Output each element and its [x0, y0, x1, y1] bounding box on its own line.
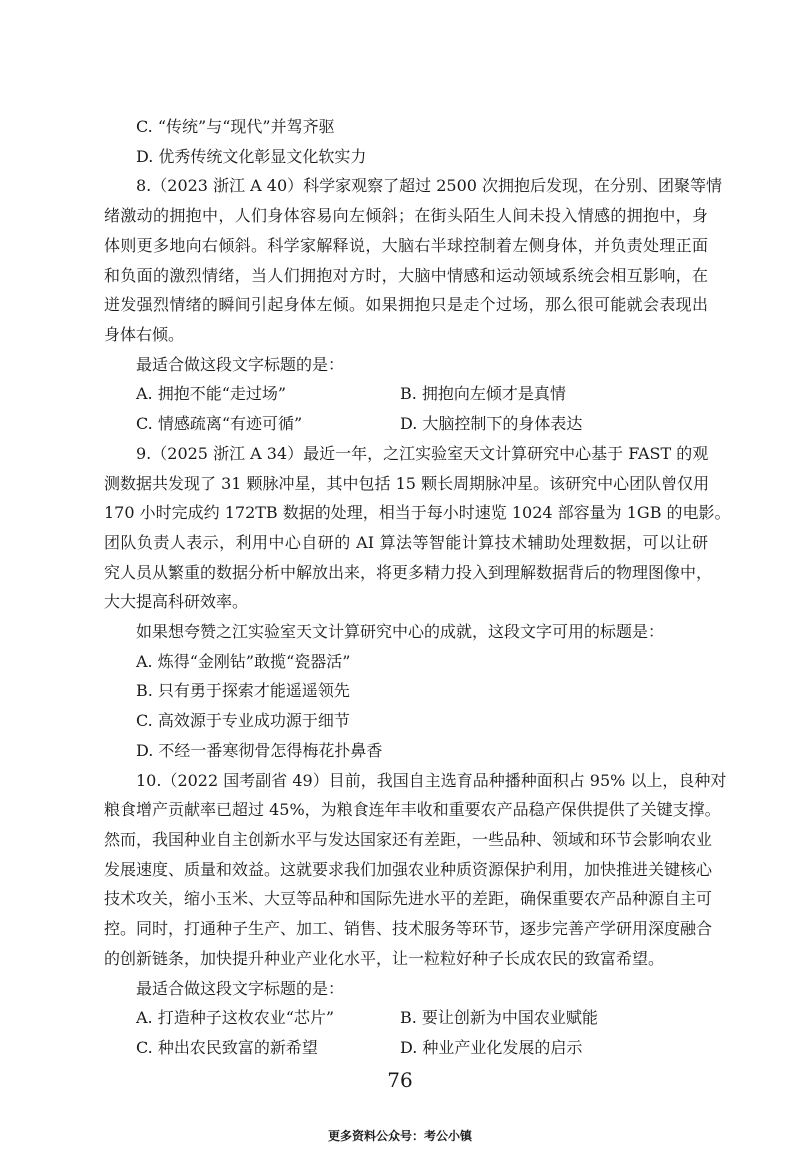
q9-option-c: C. 高效源于专业成功源于细节	[136, 711, 350, 731]
q10-line-2: 粮食增产贡献率已超过 45%，为粮食连年丰收和重要农产品稳产保供提供了关键支撑。	[104, 800, 721, 820]
q9-line-5: 究人员从繁重的数据分析中解放出来，将更多精力投入到理解数据背后的物理图像中，	[104, 562, 713, 582]
q8-option-a: A. 拥抱不能“走过场”	[136, 384, 287, 404]
q10-option-c: C. 种出农民致富的新希望	[136, 1038, 318, 1057]
q10-option-b: B. 要让创新为中国农业赋能	[400, 1008, 598, 1028]
q8-line-3: 体则更多地向右倾斜。科学家解释说，大脑右半球控制着左侧身体，并负责处理正面	[104, 235, 708, 255]
q10-line-5: 技术攻关，缩小玉米、大豆等品种和国际先进水平的差距，确保重要农产品种源自主可	[104, 889, 713, 909]
q10-option-a: A. 打造种子这枚农业“芯片”	[136, 1008, 335, 1028]
q8-question: 最适合做这段文字标题的是：	[136, 354, 345, 374]
q8-line-4: 和负面的激烈情绪，当人们拥抱对方时，大脑中情感和运动领域系统会相互影响，在	[104, 265, 708, 285]
q9-option-b: B. 只有勇于探索才能遥遥领先	[136, 681, 350, 701]
q10-line-6: 控。同时，打通种子生产、加工、销售、技术服务等环节，逐步完善产学研用深度融合	[104, 919, 713, 939]
page-number: 76	[387, 1068, 413, 1092]
q10-option-d: D. 种业产业化发展的启示	[400, 1038, 583, 1057]
q9-line-4: 团队负责人表示，利用中心自研的 AI 算法等智能计算技术辅助处理数据，可以让研	[104, 532, 708, 552]
q9-question: 如果想夸赞之江实验室天文计算研究中心的成就，这段文字可用的标题是：	[136, 622, 665, 642]
q10-line-1: 10.（2022 国考副省 49）目前，我国自主选育品种播种面积占 95% 以上，良种对	[136, 770, 727, 790]
footer-note: 更多资料公众号：考公小镇	[327, 1129, 472, 1143]
q9-line-3: 170 小时完成约 172TB 数据的处理，相当于每小时速览 1024 部容量为 1GB 的电影。	[104, 503, 731, 523]
q8-line-5: 迸发强烈情绪的瞬间引起身体左倾。如果拥抱只是走个过场，那么很可能就会表现出	[104, 295, 708, 315]
q9-line-1: 9.（2025 浙江 A 34）最近一年，之江实验室天文计算研究中心基于 FAST 的观	[136, 443, 709, 463]
q7-option-c: C. “传统”与“现代”并驾齐驱	[136, 117, 335, 136]
q8-option-b: B. 拥抱向左倾才是真情	[400, 384, 566, 404]
q9-option-d: D. 不经一番寒彻骨怎得梅花扑鼻香	[136, 740, 383, 760]
q10-line-4: 发展速度、质量和效益。这就要求我们加强农业种质资源保护利用，加快推进关键核心	[104, 859, 713, 879]
q10-question: 最适合做这段文字标题的是：	[136, 978, 345, 998]
q10-line-3: 然而，我国种业自主创新水平与发达国家还有差距，一些品种、领域和环节会影响农业	[104, 830, 713, 850]
q10-line-7: 的创新链条，加快提升种业产业化水平，让一粒粒好种子长成农民的致富希望。	[104, 948, 665, 968]
q9-option-a: A. 炼得“金刚钻”敢揽“瓷器活”	[136, 651, 351, 671]
q8-option-c: C. 情感疏离“有迹可循”	[136, 414, 303, 434]
q9-line-2: 测数据共发现了 31 颗脉冲星，其中包括 15 颗长周期脉冲星。该研究中心团队曾仅用	[104, 473, 710, 493]
q8-line-6: 身体右倾。	[104, 324, 185, 344]
q8-line-1: 8.（2023 浙江 A 40）科学家观察了超过 2500 次拥抱后发现，在分别、团聚等情	[136, 176, 723, 196]
q7-option-d: D. 优秀传统文化彰显文化软实力	[136, 146, 367, 166]
q8-option-d: D. 大脑控制下的身体表达	[400, 414, 583, 434]
q8-line-2: 绪激动的拥抱中，人们身体容易向左倾斜；在街头陌生人间未投入情感的拥抱中，身	[104, 206, 708, 226]
q9-line-6: 大大提高科研效率。	[104, 592, 249, 612]
